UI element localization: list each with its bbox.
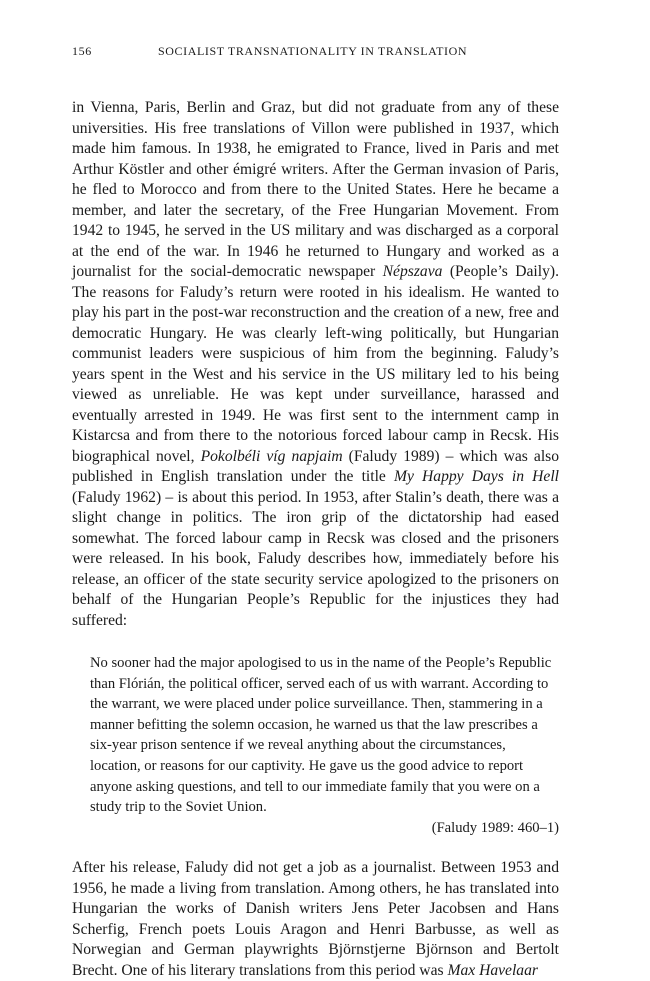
text-run: (Faludy 1962) – is about this period. In 1953, after Stalin’s death, there was a slight change in politics. The iron grip of the dictatorship had eased somewhat. The forced labour camp in Recsk was closed and the prisoners were released. In his book, Faludy describes how, immediately before his release, an officer of the state security service apologized to the prisoners on behalf of the Hungarian People’s Republic for the injustices they had suffered: [72,488,559,629]
italic-title: Max Havelaar [447,961,538,979]
italic-title: Népszava [382,263,443,280]
quote-citation: (Faludy 1989: 460–1) [431,819,559,836]
block-quote [90,653,559,838]
paragraph [72,98,559,631]
text-run: After his release, Faludy did not get a job as a journalist. Between 1953 and 1956, he made a living from translation. Among others, he has translated into Hungarian the works of Danish writers Jens Peter Jacobsen and Hans Scherfig, French poets Louis Aragon and Henri Barbusse, as well as Norwegian and German playwrights Björnstjerne Björnson and Bertolt Brecht. One of his literary translations from this period was [72,859,559,979]
italic-title: Pokolbéli víg napjaim [200,447,343,465]
page-number: 156 [72,44,92,58]
text-run: (Faludy 1989) – which was also published in English translation under the title [72,447,560,485]
text-run: (People’s Daily). The reasons for Faludy’s return were rooted in his idealism. He wanted to play his part in the post-war reconstruction and the creation of a new, free and democratic Hungary. He was clearly left-wing politically, but Hungarian communist leaders were suspicious of him from the beginning. Faludy’s years spent in the West and his service in the US military led to his being viewed as unreliable. He was kept under surveillance, harassed and eventually arrested in 1949. He was first sent to the internment camp in Kistarcsa and from there to the notorious forced labour camp in Recsk. His biographical novel, [72,263,559,465]
italic-title: My Happy Days in Hell [393,468,559,485]
body-text [72,98,559,981]
paragraph [72,858,559,981]
running-header [72,44,578,64]
running-title: SOCIALIST TRANSNATIONALITY IN TRANSLATION [158,44,468,58]
text-run: in Vienna, Paris, Berlin and Graz, but did not graduate from any of these universities. His free translations of Villon were published in 1937, which made him famous. In 1938, he emigrated to France, lived in Paris and met Arthur Köstler and other émigré writers. After the German invasion of Paris, he fled to Morocco and from there to the United States. Here he became a member, and later the secretary, of the Free Hungarian Movement. From 1942 to 1945, he served in the US military and was discharged as a corporal at the end of the war. In 1946 he returned to Hungary and worked as a journalist for the social-democratic newspaper [72,99,559,280]
quote-text: No sooner had the major apologised to us in the name of the People’s Republic than Flórián, the political officer, served each of us with warrant. According to the warrant, we were placed under police surveillance. Then, stammering in a manner befitting the solemn occasion, he warned us that the law prescribes a six-year prison sentence if we reveal anything about the circumstances, location, or reasons for our captivity. He gave us the good advice to report anyone asking questions, and tell to our immediate family that you were on a study trip to the Soviet Union. [90,655,552,816]
